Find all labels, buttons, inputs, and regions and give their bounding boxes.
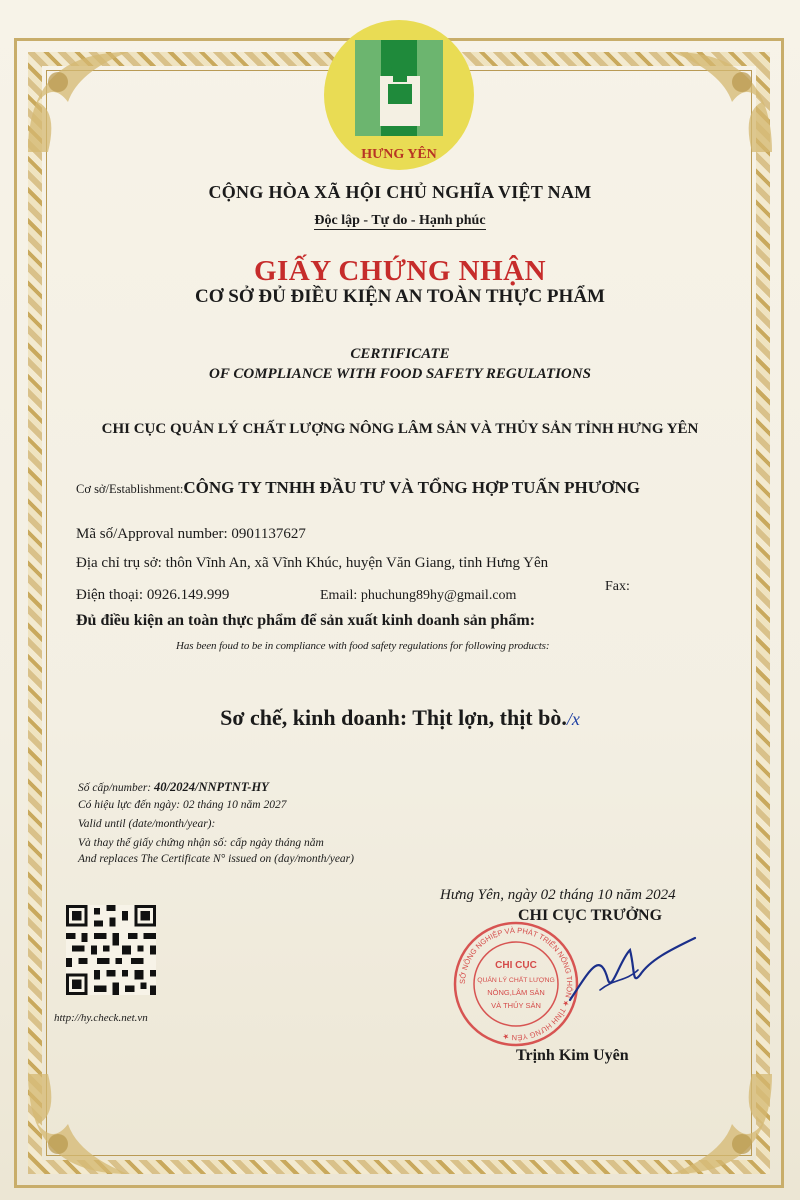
qualification-statement-english: Has been foud to be in compliance with food safety regulations for following products: xyxy=(176,640,550,652)
issuing-agency: CHI CỤC QUẢN LÝ CHẤT LƯỢNG NÔNG LÂM SẢN VÀ THỦY SẢN TỈNH HƯNG YÊN xyxy=(101,421,699,437)
email-line: Email: phuchung89hy@gmail.com xyxy=(320,588,517,603)
corner-ornament-icon xyxy=(18,42,138,162)
qr-code-icon[interactable] xyxy=(66,905,156,995)
corner-ornament-icon xyxy=(18,1064,138,1184)
certificate-title: GIẤY CHỨNG NHẬN xyxy=(253,255,547,287)
product-scope: Sơ chế, kinh doanh: Thịt lợn, thịt bò./x xyxy=(220,705,580,730)
svg-text:VÀ THỦY SẢN: VÀ THỦY SẢN xyxy=(491,1001,541,1010)
phone-line: Điện thoại: 0926.149.999 xyxy=(76,587,230,603)
corner-ornament-icon xyxy=(662,1064,782,1184)
address-line: Địa chỉ trụ sở: thôn Vĩnh An, xã Vĩnh Khúc, huyện Văn Giang, tỉnh Hưng Yên xyxy=(76,555,549,571)
logo-text: HƯNG YÊN xyxy=(361,147,437,162)
valid-until-vi: Có hiệu lực đến ngày: 02 tháng 10 năm 2027 xyxy=(78,799,287,811)
handwritten-signature xyxy=(560,930,700,1010)
qr-verification-link[interactable]: http://hy.check.net.vn xyxy=(54,1012,148,1024)
nation-name: CỘNG HÒA XÃ HỘI CHỦ NGHĨA VIỆT NAM xyxy=(208,182,592,202)
corner-ornament-icon xyxy=(662,42,782,162)
replaces-en: And replaces The Certificate N° issued on (day/month/year) xyxy=(78,853,354,865)
establishment-line: Cơ sở/Establishment:CÔNG TY TNHH ĐẦU TƯ VÀ TỔNG HỢP TUẤN PHƯƠNG xyxy=(76,478,641,497)
registration-number: Số cấp/number: 40/2024/NNPTNT-HY xyxy=(78,780,269,794)
svg-text:QUẢN LÝ CHẤT LƯỢNG: QUẢN LÝ CHẤT LƯỢNG xyxy=(477,977,555,984)
place-and-date: Hưng Yên, ngày 02 tháng 10 năm 2024 xyxy=(440,887,676,903)
valid-until-en: Valid until (date/month/year): xyxy=(78,818,216,830)
signer-position: CHI CỤC TRƯỞNG xyxy=(518,907,663,924)
approval-number: Mã số/Approval number: 0901137627 xyxy=(76,526,306,542)
signer-name: Trịnh Kim Uyên xyxy=(516,1047,629,1064)
svg-text:CHI CỤC: CHI CỤC xyxy=(495,960,537,971)
hung-yen-logo xyxy=(322,18,476,172)
fax-line: Fax: xyxy=(605,579,630,594)
svg-text:NÔNG,LÂM SẢN: NÔNG,LÂM SẢN xyxy=(487,988,545,997)
svg-text:SỞ NÔNG NGHIỆP VÀ PHÁT TRIỂN N: SỞ NÔNG NGHIỆP VÀ PHÁT TRIỂN NÔNG THÔN ★ TỈNH HƯNG YÊN ★ xyxy=(457,925,575,1043)
replaces-vi: Và thay thế giấy chứng nhận số: cấp ngày tháng năm xyxy=(78,837,324,849)
certificate-title-english: CERTIFICATE OF COMPLIANCE WITH FOOD SAFETY REGULATIONS xyxy=(209,346,591,382)
certificate-subtitle: CƠ SỞ ĐỦ ĐIỀU KIỆN AN TOÀN THỰC PHẨM xyxy=(195,286,605,307)
qualification-statement: Đủ điều kiện an toàn thực phẩm để sản xuất kinh doanh sản phẩm: xyxy=(76,612,536,629)
national-motto: Độc lập - Tự do - Hạnh phúc xyxy=(314,213,486,228)
